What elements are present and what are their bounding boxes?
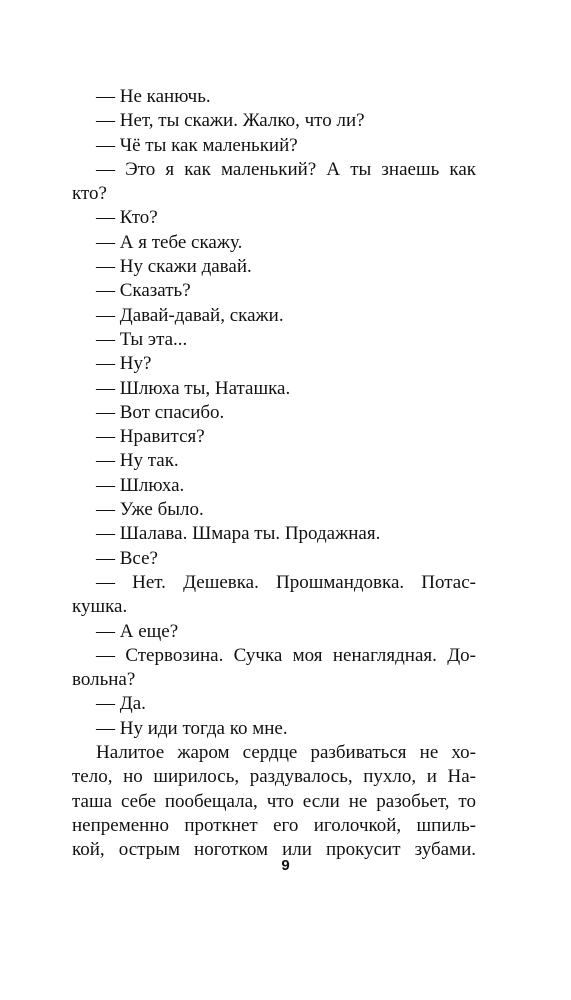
text-line: тело, но ширилось, раздувалось, пухло, и На- <box>72 766 476 788</box>
text-line: кой, острым ноготком или прокусит зубами. <box>72 839 476 861</box>
text-line: — Кто? <box>96 207 158 229</box>
text-line: — Ты эта... <box>96 328 188 350</box>
text-line: — Нравится? <box>96 426 205 448</box>
text-line: — Шалава. Шмара ты. Продажная. <box>96 523 381 545</box>
text-line: — Ну так. <box>96 450 179 472</box>
text-line: Налитое жаром сердце разбиваться не хо- <box>96 742 476 764</box>
text-line: — Не канючь. <box>96 86 211 107</box>
text-line: кушка. <box>72 596 128 618</box>
text-line: — Вот спасибо. <box>96 401 225 423</box>
text-line: — Давай-давай, скажи. <box>96 304 284 326</box>
text-line: — Нет. Дешевка. Прошмандовка. Потас- <box>96 571 476 593</box>
text-line: — А я тебе скажу. <box>96 231 243 253</box>
text-line: — Ну скажи давай. <box>96 256 252 278</box>
text-line: — Да. <box>96 693 146 715</box>
text-line: — Все? <box>96 547 158 569</box>
text-line: — Ну иди тогда ко мне. <box>96 717 288 739</box>
text-line: — Шлюха. <box>96 474 185 496</box>
text-line: — Это я как маленький? А ты знаешь как <box>96 158 476 180</box>
text-line: — Стервозина. Сучка моя ненаглядная. До- <box>96 644 476 666</box>
page-text <box>72 85 476 863</box>
text-line: — Чё ты как маленький? <box>96 134 298 156</box>
text-line: вольна? <box>72 669 136 691</box>
text-line: непременно проткнет его иголочкой, шпиль- <box>72 814 476 836</box>
page-number: 9 <box>281 857 290 874</box>
text-line: — Шлюха ты, Наташка. <box>96 377 291 399</box>
text-line: — Сказать? <box>96 280 191 302</box>
text-line: кто? <box>72 183 107 205</box>
text-line: таша себе пообещала, что если не разобьет, то <box>72 790 476 812</box>
text-line: — Нет, ты скажи. Жалко, что ли? <box>96 110 365 132</box>
text-line: — А еще? <box>96 620 179 642</box>
text-line: — Уже было. <box>96 499 204 521</box>
text-line: — Ну? <box>96 353 152 375</box>
